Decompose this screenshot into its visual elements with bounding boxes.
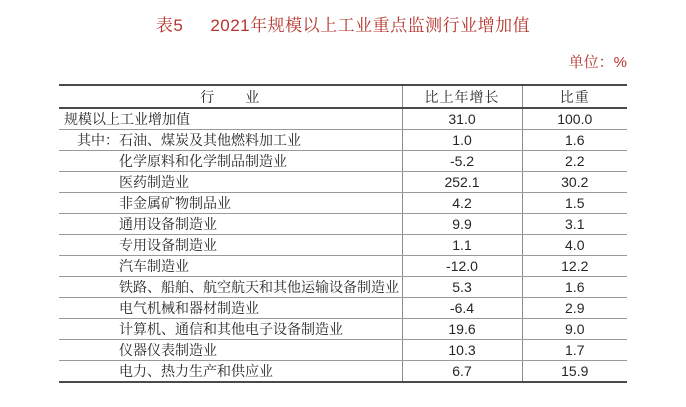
industry-cell xyxy=(59,214,402,235)
growth-cell: -5.2 xyxy=(402,151,522,172)
growth-cell: 4.2 xyxy=(402,193,522,214)
header-industry: 行 业 xyxy=(59,85,402,108)
header-row xyxy=(59,85,627,108)
table-number: 表5 xyxy=(155,16,184,35)
share-cell: 12.2 xyxy=(522,256,627,277)
industry-cell xyxy=(59,108,402,130)
table-title xyxy=(0,11,686,36)
growth-cell: 9.9 xyxy=(402,214,522,235)
growth-cell: -6.4 xyxy=(402,298,522,319)
table-body xyxy=(59,108,627,382)
growth-cell: 1.0 xyxy=(402,130,522,151)
table-row xyxy=(59,340,627,361)
industry-label: 电力、热力生产和供应业 xyxy=(119,363,273,379)
share-cell: 2.2 xyxy=(522,151,627,172)
share-cell: 15.9 xyxy=(522,361,627,383)
industry-label: 医药制造业 xyxy=(119,174,189,190)
share-cell: 1.6 xyxy=(522,277,627,298)
industry-table xyxy=(59,84,627,383)
share-cell: 30.2 xyxy=(522,172,627,193)
growth-cell: -12.0 xyxy=(402,256,522,277)
growth-cell: 6.7 xyxy=(402,361,522,383)
table-row xyxy=(59,214,627,235)
table-row xyxy=(59,277,627,298)
header-share: 比重 xyxy=(522,85,627,108)
share-cell: 3.1 xyxy=(522,214,627,235)
growth-cell: 5.3 xyxy=(402,277,522,298)
table-row xyxy=(59,108,627,130)
growth-cell: 252.1 xyxy=(402,172,522,193)
growth-cell: 31.0 xyxy=(402,108,522,130)
table-row xyxy=(59,193,627,214)
unit-note: 单位：% xyxy=(568,54,627,71)
industry-cell xyxy=(59,361,402,383)
industry-label: 化学原料和化学制品制造业 xyxy=(119,153,287,169)
industry-label: 规模以上工业增加值 xyxy=(64,111,190,127)
industry-cell xyxy=(59,256,402,277)
industry-label: 电气机械和器材制造业 xyxy=(119,300,259,316)
table-row xyxy=(59,130,627,151)
table-row xyxy=(59,298,627,319)
table-row xyxy=(59,319,627,340)
share-cell: 100.0 xyxy=(522,108,627,130)
industry-label: 汽车制造业 xyxy=(119,258,189,274)
table-title-text: 2021年规模以上工业重点监测行业增加值 xyxy=(210,16,531,35)
share-cell: 4.0 xyxy=(522,235,627,256)
growth-cell: 10.3 xyxy=(402,340,522,361)
industry-label: 计算机、通信和其他电子设备制造业 xyxy=(119,321,343,337)
industry-cell xyxy=(59,151,402,172)
table-row xyxy=(59,235,627,256)
industry-cell xyxy=(59,340,402,361)
share-cell: 2.9 xyxy=(522,298,627,319)
growth-cell: 1.1 xyxy=(402,235,522,256)
industry-label: 专用设备制造业 xyxy=(119,237,217,253)
table-row xyxy=(59,256,627,277)
industry-cell xyxy=(59,193,402,214)
industry-cell xyxy=(59,235,402,256)
industry-cell xyxy=(59,277,402,298)
share-cell: 1.6 xyxy=(522,130,627,151)
share-cell: 9.0 xyxy=(522,319,627,340)
header-growth: 比上年增长 xyxy=(402,85,522,108)
share-cell: 1.7 xyxy=(522,340,627,361)
industry-label: 通用设备制造业 xyxy=(119,216,217,232)
share-cell: 1.5 xyxy=(522,193,627,214)
industry-cell xyxy=(59,172,402,193)
table-row xyxy=(59,151,627,172)
industry-label: 非金属矿物制品业 xyxy=(119,195,231,211)
growth-cell: 19.6 xyxy=(402,319,522,340)
table-row xyxy=(59,172,627,193)
industry-label: 铁路、船舶、航空航天和其他运输设备制造业 xyxy=(119,279,399,295)
industry-cell xyxy=(59,130,402,151)
table-row xyxy=(59,361,627,383)
industry-label: 仪器仪表制造业 xyxy=(119,342,217,358)
industry-cell xyxy=(59,319,402,340)
industry-label: 其中：石油、煤炭及其他燃料加工业 xyxy=(77,132,301,148)
industry-cell xyxy=(59,298,402,319)
